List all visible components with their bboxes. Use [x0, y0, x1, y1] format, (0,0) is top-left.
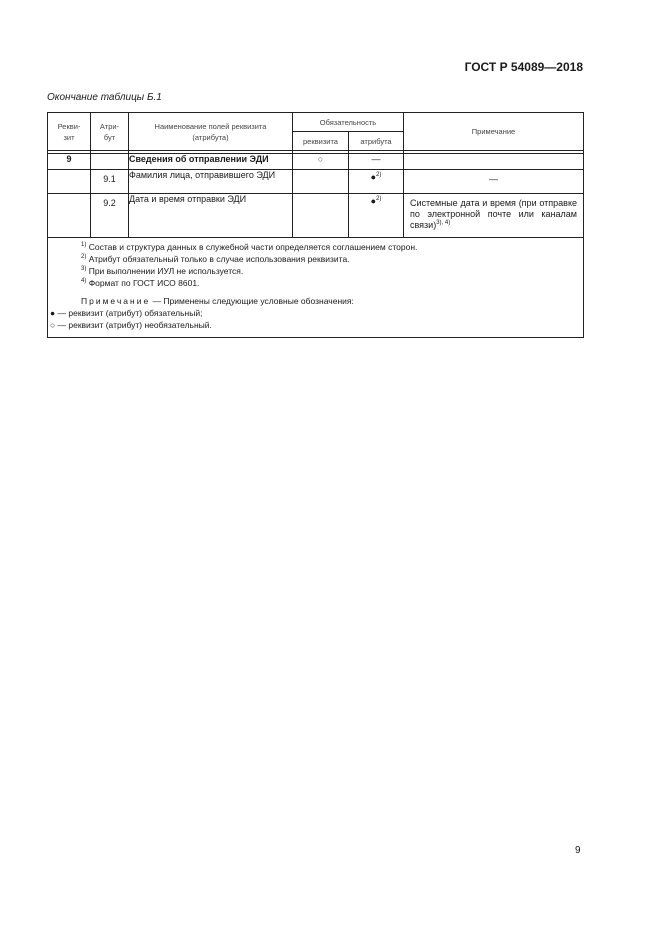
footnote-ref: 2) [376, 172, 382, 178]
mandatory-bullet-icon: ● [370, 196, 377, 206]
table-row [48, 194, 584, 238]
rekvizit-number [48, 194, 91, 238]
footnote: $^{4)}$ Формат по ГОСТ ИСО 8601. [81, 278, 200, 288]
note-cell [404, 154, 584, 170]
header-mandatory-atribut: атрибута [349, 132, 404, 151]
atribut-number [91, 154, 129, 170]
footnote-ref: 3), 4) [436, 220, 451, 226]
header-mandatory: Обязательность [293, 113, 404, 132]
note-text: Системные дата и время (при отправке по электронной почте или каналам связи) [410, 198, 577, 230]
mandatory-bullet-icon: ● [370, 172, 377, 182]
note-cell [404, 194, 584, 238]
footnote: $^{2)}$ Атрибут обязательный только в случае использования реквизита. [81, 254, 350, 264]
header-rekvizit: Рекви- зит [48, 113, 91, 151]
atribut-number: 9.1 [91, 170, 129, 194]
mandatory-rekvizit [293, 170, 349, 194]
footnote: $^{3)}$ При выполнении ИУЛ не используется. [81, 266, 244, 276]
field-name: Дата и время отправки ЭДИ [129, 194, 293, 238]
header-mandatory-rekvizit: реквизита [293, 132, 349, 151]
footnote: $^{1)}$ Состав и структура данных в служебной части определяется соглашением сторон. [81, 242, 418, 252]
table-row [48, 170, 584, 194]
footnotes-row [48, 238, 584, 338]
page-number: 9 [575, 845, 581, 856]
mandatory-atribut: — [349, 154, 404, 170]
field-name: Фамилия лица, отправившего ЭДИ [129, 170, 293, 194]
table-caption: Окончание таблицы Б.1 [47, 92, 162, 103]
table-row [48, 154, 584, 170]
legend-item: ● — реквизит (атрибут) обязательный; [50, 308, 203, 318]
filled-bullet-icon: ● [50, 308, 56, 318]
rekvizit-number: 9 [48, 154, 91, 170]
field-name: Сведения об отправлении ЭДИ [129, 154, 293, 170]
rekvizit-number [48, 170, 91, 194]
mandatory-rekvizit: ○ [293, 154, 349, 170]
requisites-table [47, 112, 584, 338]
document-code: ГОСТ Р 54089—2018 [464, 60, 583, 74]
note-heading: Примечание — Применены следующие условные обозначения: [81, 296, 354, 306]
header-field-name: Наименование полей реквизита (атрибута) [129, 113, 293, 151]
footnote-ref: 2) [376, 196, 382, 202]
header-note: Примечание [404, 113, 584, 151]
legend-item: ○ — реквизит (атрибут) необязательный. [50, 320, 212, 330]
atribut-number: 9.2 [91, 194, 129, 238]
header-atribut: Атри- бут [91, 113, 129, 151]
footnotes-cell [48, 238, 584, 338]
note-cell: — [404, 170, 584, 194]
mandatory-atribut [349, 170, 404, 194]
empty-circle-icon: ○ [50, 320, 56, 330]
mandatory-atribut [349, 194, 404, 238]
mandatory-rekvizit [293, 194, 349, 238]
